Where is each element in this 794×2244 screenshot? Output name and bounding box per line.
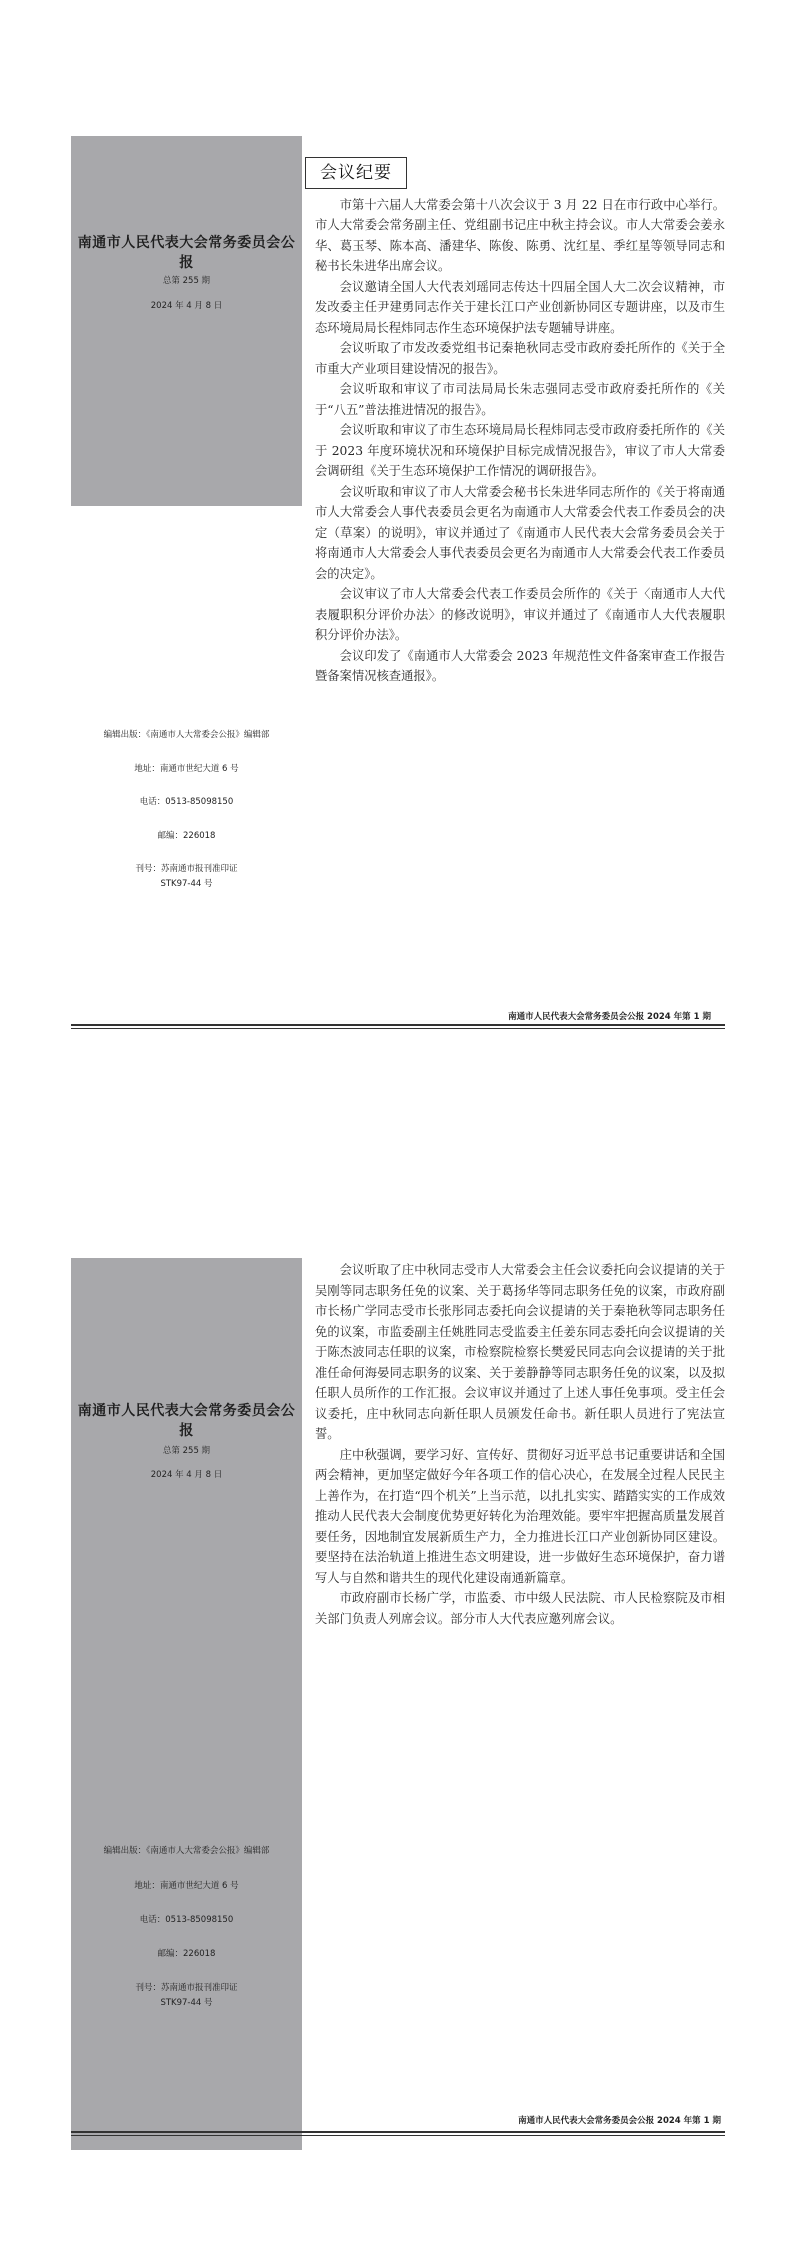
phone-info: 电话：0513-85098150 <box>139 797 234 807</box>
footer-text: 南通市人民代表大会常务委员会公报 2024 年第 1 期 <box>518 2116 721 2126</box>
page-2 <box>71 1258 725 2150</box>
paragraph: 会议听取和审议了市生态环境局局长程炜同志受市政府委托所作的《关于 2023 年度环境状况和环境保护目标完成情况报告》，审议了市人大常委会调研组《关于生态环境保护工作情况的调研报告》。 <box>315 423 725 478</box>
license-info-line1: 刊号：苏南通市报刊准印证 <box>135 1983 238 1993</box>
page-1-content <box>315 136 725 687</box>
address-info: 地址：南通市世纪大道 6 号 <box>134 764 239 774</box>
license-info-line2: STK97-44 号 <box>160 1998 213 2008</box>
paragraph: 会议邀请全国人大代表刘瑶同志传达十四届全国人大二次会议精神，市发改委主任尹建勇同志作关于建长江口产业创新协同区专题讲座，以及市生态环境局局长程炜同志作生态环境保护法专题辅导讲座。 <box>315 279 725 335</box>
license-info-line2: STK97-44 号 <box>160 879 213 889</box>
license-info-line1: 刊号：苏南通市报刊准印证 <box>135 864 238 874</box>
page-2-content <box>315 1260 725 1629</box>
paragraph: 会议审议了市人大常委会代表工作委员会所作的《关于〈南通市人大代表履职积分评价办法〉的修改说明》，审议并通过了《南通市人大代表履职积分评价办法》。 <box>315 587 725 642</box>
phone-info: 电话：0513-85098150 <box>139 1915 234 1925</box>
postcode-info: 邮编：226018 <box>157 1949 216 1959</box>
paragraph: 会议听取了市发改委党组书记秦艳秋同志受市政府委托所作的《关于全市重大产业项目建设情况的报告》。 <box>315 341 725 376</box>
journal-title: 南通市人民代表大会常务委员会公报 <box>77 1403 296 1439</box>
footer-rule-thin <box>71 1028 725 1029</box>
editor-info: 编辑出版：《南通市人大常委会公报》编辑部 <box>103 730 270 740</box>
issue-date: 2024 年 4 月 8 日 <box>150 1470 223 1480</box>
footer-text: 南通市人民代表大会常务委员会公报 2024 年第 1 期 <box>508 1012 711 1022</box>
issue-total: 总第 255 期 <box>162 1446 211 1456</box>
footer-rule <box>71 1024 725 1026</box>
paragraph: 市第十六届人大常委会第十八次会议于 3 月 22 日在市行政中心举行。市人大常委会常务副主任、党组副书记庄中秋主持会议。市人大常委会姜永华、葛玉琴、陈本高、潘建华、陈俊、陈勇、沈红星、季红星等领导同志和秘书长朱进华出席会议。 <box>315 197 725 273</box>
issue-date: 2024 年 4 月 8 日 <box>150 301 223 311</box>
address-info: 地址：南通市世纪大道 6 号 <box>134 1881 239 1891</box>
section-title: 会议纪要 <box>305 157 407 189</box>
paragraph: 庄中秋强调，要学习好、宣传好、贯彻好习近平总书记重要讲话和全国两会精神，更加坚定做好今年各项工作的信心决心，在发展全过程人民民主上善作为，在打造“四个机关”上当示范，以扎扎实实、踏踏实实的工作成效推动人民代表大会制度优势更好转化为治理效能。要牢牢把握高质量发展首要任务，因地制宜发展新质生产力，全力推进长江口产业创新协同区建设。要坚持在法治轨道上推进生态文明建设，进一步做好生态环境保护，奋力谱写人与自然和谐共生的现代化建设南通新篇章。 <box>315 1447 725 1585</box>
footer-rule-thin <box>71 2135 725 2136</box>
paragraph: 会议听取了庄中秋同志受市人大常委会主任会议委托向会议提请的关于吴刚等同志职务任免的议案、关于葛扬华等同志职务任免的议案，市政府副市长杨广学同志受市长张彤同志委托向会议提请的关于秦艳秋等同志职务任免的议案，市监委副主任姚胜同志受监委主任姜东同志委托向会议提请的关于陈杰波同志任职的议案，市检察院检察长樊爱民同志向会议提请的关于批准任命何海晏同志职务的议案、关于姜静静等同志职务任免的议案，以及拟任职人员所作的工作汇报。会议审议并通过了上述人事任免事项。受主任会议委托，庄中秋同志向新任职人员颁发任命书。新任职人员进行了宪法宣誓。 <box>315 1263 725 1441</box>
page-1 <box>71 136 725 889</box>
issue-total: 总第 255 期 <box>162 276 211 286</box>
editor-info: 编辑出版：《南通市人大常委会公报》编辑部 <box>103 1846 270 1856</box>
paragraph: 会议听取和审议了市司法局局长朱志强同志受市政府委托所作的《关于“八五”普法推进情况的报告》。 <box>315 382 725 417</box>
journal-title: 南通市人民代表大会常务委员会公报 <box>77 235 296 271</box>
paragraph: 会议印发了《南通市人大常委会 2023 年规范性文件备案审查工作报告暨备案情况核查通报》。 <box>315 648 725 683</box>
masthead-sidebar <box>71 1258 302 2150</box>
paragraph: 会议听取和审议了市人大常委会秘书长朱进华同志所作的《关于将南通市人大常委会人事代表委员会更名为南通市人大常委会代表工作委员会的决定（草案）的说明》，审议并通过了《南通市人民代表大会常务委员会关于将南通市人大常委会人事代表委员会更名为南通市人大常委会代表工作委员会的决定》。 <box>315 484 725 581</box>
postcode-info: 邮编：226018 <box>157 831 216 841</box>
footer-rule <box>71 2131 725 2133</box>
masthead-sidebar <box>71 136 302 889</box>
paragraph: 市政府副市长杨广学，市监委、市中级人民法院、市人民检察院及市相关部门负责人列席会议。部分市人大代表应邀列席会议。 <box>315 1591 725 1626</box>
